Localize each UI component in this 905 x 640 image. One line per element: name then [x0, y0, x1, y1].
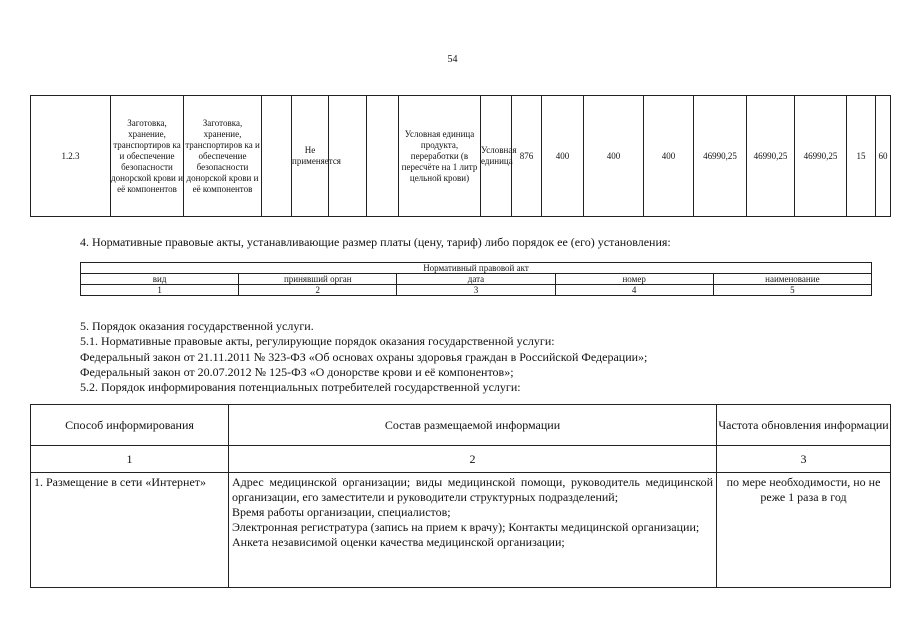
table-row [31, 473, 891, 588]
column-header: наименование [713, 274, 871, 285]
value-cell: 60 [876, 96, 891, 217]
service-volume-table [30, 95, 891, 217]
federal-law-125: Федеральный закон от 20.07.2012 № 125-ФЗ «О донорстве крови и её компонентов»; [80, 365, 514, 379]
indicator-cell: Условная единица продукта, переработки (в пересчёте на 1 литр цельной крови) [399, 96, 481, 217]
value-cell: 15 [847, 96, 876, 217]
column-header: дата [397, 274, 555, 285]
value-cell: 46990,25 [747, 96, 795, 217]
empty-cell [262, 96, 292, 217]
value-cell: 400 [542, 96, 584, 217]
section-5-1-title: 5.1. Нормативные правовые акты, регулирующие порядок оказания государственной услуги: [80, 334, 555, 348]
column-number: 5 [713, 285, 871, 296]
table-row [81, 263, 872, 274]
table-row [31, 446, 891, 473]
content-cell-1: Заготовка, хранение, транспортиров ка и обеспечение безопасности донорской крови и её компонентов [111, 96, 184, 217]
value-cell: 400 [584, 96, 644, 217]
table-row [81, 274, 872, 285]
update-frequency: по мере необходимости, но не реже 1 раза в год [717, 473, 891, 588]
column-number: 3 [397, 285, 555, 296]
condition-cell: Не применяется [292, 96, 329, 217]
value-cell: 46990,25 [795, 96, 847, 217]
section-5-title: 5. Порядок оказания государственной услуги. [80, 319, 314, 333]
content-cell-2: Заготовка, хранение, транспортиров ка и обеспечение безопасности донорской крови и её компонентов [184, 96, 262, 217]
info-line: Электронная регистратура (запись на прием к врачу); Контакты медицинской организации; [232, 520, 700, 534]
column-header: Состав размещаемой информации [229, 405, 717, 446]
unit-cell: Условная единица [481, 96, 512, 217]
service-code: 1.2.3 [31, 96, 111, 217]
column-number: 3 [717, 446, 891, 473]
table-row [81, 285, 872, 296]
table-row [31, 405, 891, 446]
value-cell: 46990,25 [694, 96, 747, 217]
informing-method: 1. Размещение в сети «Интернет» [31, 473, 229, 588]
section-4-title: 4. Нормативные правовые акты, устанавливающие размер платы (цену, тариф) либо порядок ее (его) установления: [80, 235, 671, 249]
information-content [229, 473, 717, 588]
column-number: 2 [239, 285, 397, 296]
column-header: Частота обновления информации [717, 405, 891, 446]
informing-table [30, 404, 891, 588]
section-5-2-title: 5.2. Порядок информирования потенциальных потребителей государственной услуги: [80, 380, 521, 394]
column-header: вид [81, 274, 239, 285]
column-number: 1 [31, 446, 229, 473]
column-number: 1 [81, 285, 239, 296]
info-line: Анкета независимой оценки качества медицинской организации; [232, 535, 565, 549]
federal-law-323: Федеральный закон от 21.11.2011 № 323-ФЗ «Об основах охраны здоровья граждан в Российской Федерации»; [80, 350, 648, 364]
value-cell: 400 [644, 96, 694, 217]
empty-cell [367, 96, 399, 217]
column-header: принявший орган [239, 274, 397, 285]
table-row [31, 96, 891, 217]
column-header: номер [555, 274, 713, 285]
legal-acts-header: Нормативный правовой акт [81, 263, 872, 274]
info-line: Время работы организации, специалистов; [232, 505, 451, 519]
legal-acts-table [80, 262, 872, 296]
column-number: 2 [229, 446, 717, 473]
page-number: 54 [447, 54, 458, 65]
column-header: Способ информирования [31, 405, 229, 446]
okei-cell: 876 [512, 96, 542, 217]
column-number: 4 [555, 285, 713, 296]
info-line: Адрес медицинской организации; виды медицинской помощи, руководитель медицинской организации, его заместители и руководители структурных подразделений; [232, 475, 713, 504]
